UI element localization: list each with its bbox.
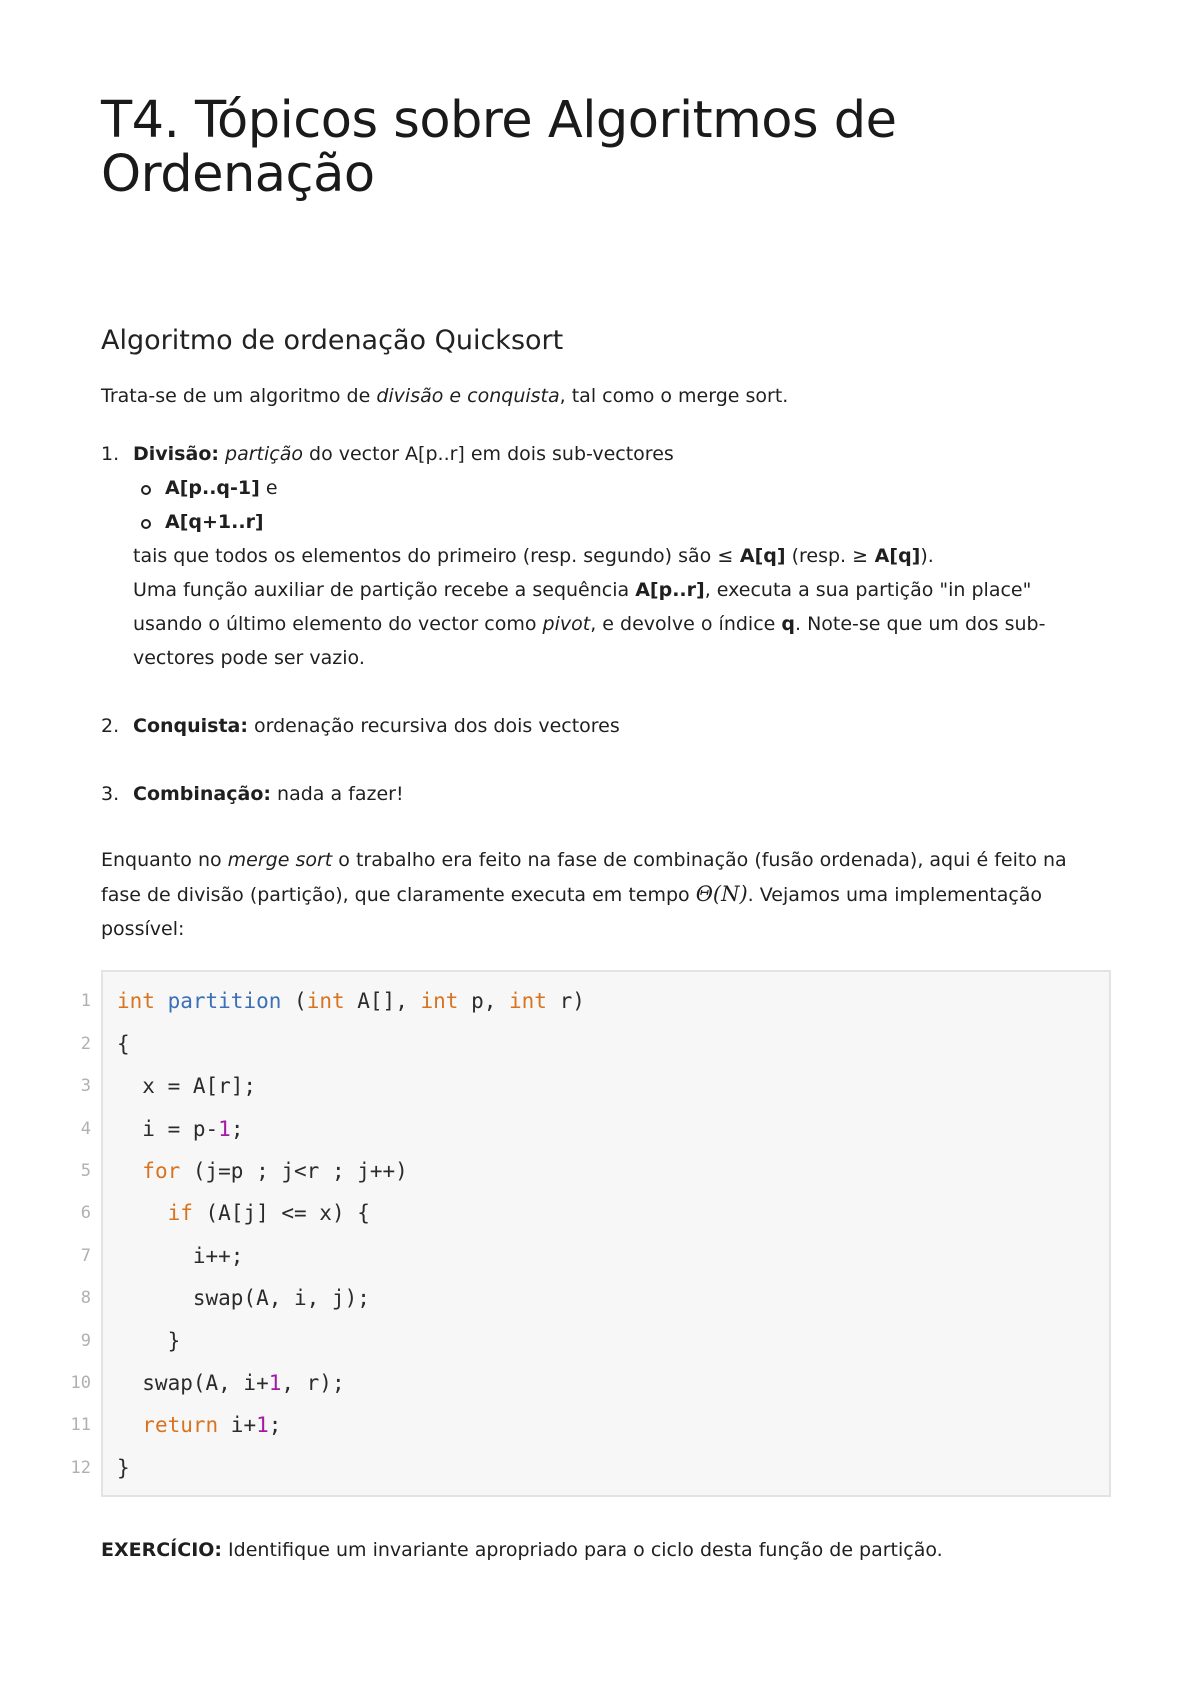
merge-sort-emphasis: merge sort: [227, 849, 333, 872]
step-label: Divisão:: [133, 443, 219, 466]
code-text: {: [117, 1031, 130, 1056]
sub-list-item: [165, 505, 1100, 539]
code-line: [80, 1108, 1109, 1150]
code-line: [80, 1150, 1109, 1192]
list-item-combination: [101, 777, 1100, 811]
code-text: swap(A, i, j);: [117, 1286, 370, 1311]
list-number: 1.: [101, 443, 120, 466]
code-line: [80, 1235, 1109, 1277]
sub-suffix: e: [259, 477, 278, 500]
closing-text: . Vejamos uma implementação possível:: [101, 884, 1043, 941]
code-line: [80, 1320, 1109, 1362]
code-line: [80, 1023, 1109, 1065]
ge-symbol: ≥: [852, 545, 869, 568]
section-title: Algoritmo de ordenação Quicksort: [101, 325, 564, 357]
code-line: [70, 1404, 1109, 1446]
intro-text-end: , tal como o merge sort.: [559, 385, 789, 408]
line-number: 5: [80, 1161, 91, 1182]
sequence-ref: A[p..r]: [635, 579, 705, 602]
index-ref: q: [781, 613, 795, 636]
line-number: 10: [70, 1373, 91, 1393]
code-text: x = A[r];: [117, 1074, 257, 1099]
sub-list: [133, 471, 1100, 539]
line-number: 6: [80, 1203, 91, 1224]
detail-text: ).: [920, 545, 934, 568]
code-text: if (A[j] <= x) {: [167, 1201, 370, 1226]
list-item-division: [101, 437, 1100, 675]
code-line: [70, 1362, 1109, 1404]
code-text: i = p-1;: [117, 1116, 244, 1141]
closing-text: o trabalho era feito na fase de combinação (fusão ordenada), aqui é feito na fase de divisão (partição), que claramente executa em tempo: [101, 849, 1067, 907]
pivot-emphasis: pivot: [542, 613, 591, 636]
code-text: }: [117, 1328, 181, 1353]
pivot-ref: A[q]: [733, 545, 786, 568]
line-number: 9: [80, 1330, 91, 1351]
step-label: Conquista:: [133, 715, 248, 738]
code-text: for (j=p ; j<r ; j++): [142, 1159, 408, 1184]
detail-text: , e devolve o índice: [590, 613, 782, 636]
line-number: 1: [80, 991, 91, 1012]
detail-text: (resp.: [785, 545, 853, 568]
exercise-label: EXERCÍCIO:: [101, 1539, 223, 1562]
line-number: 12: [70, 1457, 91, 1478]
line-number: 7: [80, 1245, 91, 1266]
step-text: nada a fazer!: [271, 783, 404, 806]
line-number: 4: [80, 1118, 91, 1139]
code-line: [70, 1447, 1109, 1489]
line-number: 8: [80, 1288, 91, 1309]
step-detail-1: [133, 539, 1100, 573]
detail-text: Uma função auxiliar de partição recebe a sequência: [133, 579, 636, 602]
code-line: [80, 1277, 1109, 1319]
step-label: Combinação:: [133, 783, 271, 806]
le-symbol: ≤: [717, 545, 734, 568]
steps-list: [101, 437, 1100, 811]
line-number: 11: [70, 1415, 91, 1436]
step-detail-2: [133, 573, 1100, 675]
intro-text: Trata-se de um algoritmo de: [101, 385, 377, 408]
step-text: do vector A[p..r] em dois sub-vectores: [302, 443, 674, 466]
closing-text: Enquanto no: [101, 849, 228, 872]
list-number: 2.: [101, 715, 120, 738]
code-block: [70, 970, 1111, 1497]
code-text: }: [117, 1455, 130, 1480]
detail-text: . Note-se que um dos sub-vectores pode ser vazio.: [133, 613, 1046, 670]
line-number: 2: [80, 1033, 91, 1054]
subvector-right: A[q+1..r]: [165, 511, 264, 534]
intro-emphasis: divisão e conquista: [376, 385, 560, 408]
detail-text: tais que todos os elementos do primeiro (resp. segundo) são: [133, 545, 718, 568]
closing-paragraph: [101, 843, 1100, 946]
intro-paragraph: [101, 379, 1100, 413]
code-text: i++;: [117, 1243, 244, 1268]
complexity-formula: Θ(N): [695, 882, 748, 907]
code-text: swap(A, i+1, r);: [117, 1371, 345, 1395]
page-title: T4. Tópicos sobre Algoritmos de Ordenação: [101, 91, 897, 204]
code-text: return i+1;: [142, 1413, 282, 1438]
pivot-ref: A[q]: [868, 545, 921, 568]
code-line: [80, 1065, 1109, 1107]
detail-text: , executa a sua partição "in place" usando o último elemento do vector como: [133, 579, 1032, 636]
exercise-text: Identifique um invariante apropriado para o ciclo desta função de partição.: [222, 1539, 943, 1562]
line-number: 3: [80, 1076, 91, 1097]
code-text: int partition (int A[], int p, int r): [117, 989, 585, 1014]
step-emphasis: partição: [225, 443, 303, 466]
subvector-left: A[p..q-1]: [165, 477, 260, 500]
sub-list-item: [165, 471, 1100, 505]
list-item-conquest: [101, 709, 1100, 743]
step-text: ordenação recursiva dos dois vectores: [247, 715, 620, 738]
list-number: 3.: [101, 783, 120, 806]
code-line: [80, 1192, 1109, 1234]
exercise-paragraph: [101, 1533, 1100, 1567]
code-line: [80, 980, 1109, 1022]
